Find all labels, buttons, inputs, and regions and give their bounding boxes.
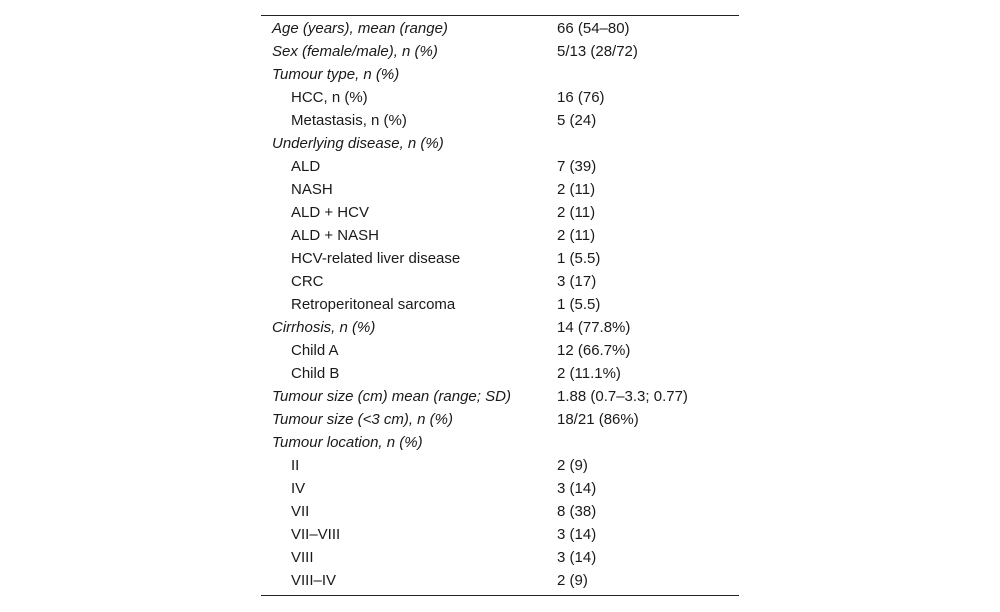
row-label: VIII–IV [291, 572, 337, 589]
row-label: Cirrhosis, n (%) [272, 319, 376, 336]
row-value: 1.88 (0.7–3.3; 0.77) [557, 388, 688, 405]
row-label: IV [291, 480, 306, 497]
row-label: ALD [291, 158, 321, 175]
row-value: 8 (38) [557, 503, 597, 520]
row-value: 18/21 (86%) [557, 411, 639, 428]
table-row [261, 201, 739, 224]
row-value: 2 (9) [557, 572, 588, 589]
table-row [261, 247, 739, 270]
row-label: HCV-related liver disease [291, 250, 461, 267]
row-label: II [291, 457, 300, 474]
row-label: Metastasis, n (%) [291, 112, 407, 129]
table-row [261, 569, 739, 592]
row-value: 2 (9) [557, 457, 588, 474]
table-row [261, 109, 739, 132]
row-label: Age (years), mean (range) [272, 20, 448, 37]
row-value: 7 (39) [557, 158, 597, 175]
table-row [261, 546, 739, 569]
row-label: ALD + HCV [291, 204, 369, 221]
characteristics-table [261, 15, 739, 596]
row-value [557, 132, 739, 155]
table-row [261, 17, 739, 40]
row-label: Child B [291, 365, 340, 382]
table-row [261, 477, 739, 500]
row-value: 2 (11) [557, 227, 596, 244]
table-row [261, 385, 739, 408]
row-value: 1 (5.5) [557, 250, 601, 267]
table-row [261, 270, 739, 293]
row-value: 2 (11) [557, 181, 596, 198]
table-row [261, 178, 739, 201]
row-label: Tumour location, n (%) [272, 434, 423, 451]
table-row [261, 500, 739, 523]
row-label: Child A [291, 342, 339, 359]
row-label: VII [291, 503, 310, 520]
row-label: VIII [291, 549, 314, 566]
row-value [557, 63, 739, 86]
row-label: VII–VIII [291, 526, 341, 543]
row-value: 1 (5.5) [557, 296, 601, 313]
row-label: Tumour size (cm) mean (range; SD) [272, 388, 511, 405]
table-row [261, 316, 739, 339]
row-label: Tumour size (<3 cm), n (%) [272, 411, 454, 428]
row-value: 2 (11.1%) [557, 365, 621, 382]
table-row [261, 431, 739, 454]
row-label: Sex (female/male), n (%) [272, 43, 438, 60]
row-value: 12 (66.7%) [557, 342, 631, 359]
row-value: 2 (11) [557, 204, 596, 221]
row-label: Retroperitoneal sarcoma [291, 296, 456, 313]
row-value: 3 (14) [557, 480, 597, 497]
table-row [261, 408, 739, 431]
row-value: 3 (17) [557, 273, 597, 290]
row-value: 5 (24) [557, 112, 597, 129]
table-row [261, 523, 739, 546]
table-row [261, 63, 739, 86]
table-row [261, 362, 739, 385]
row-label: NASH [291, 181, 333, 198]
row-label: ALD + NASH [291, 227, 379, 244]
row-label: HCC, n (%) [291, 89, 368, 106]
row-value: 14 (77.8%) [557, 319, 631, 336]
table-row [261, 132, 739, 155]
table-row [261, 40, 739, 63]
table-row [261, 155, 739, 178]
row-label: Underlying disease, n (%) [272, 135, 444, 152]
row-label: Tumour type, n (%) [272, 66, 400, 83]
row-value: 5/13 (28/72) [557, 43, 638, 60]
row-value: 16 (76) [557, 89, 605, 106]
table-row [261, 454, 739, 477]
table-row [261, 224, 739, 247]
table-row [261, 293, 739, 316]
row-value: 3 (14) [557, 549, 597, 566]
row-label: CRC [291, 273, 324, 290]
row-value: 3 (14) [557, 526, 597, 543]
row-value: 66 (54–80) [557, 20, 630, 37]
table-row [261, 339, 739, 362]
table-row [261, 86, 739, 109]
row-value [557, 431, 739, 454]
